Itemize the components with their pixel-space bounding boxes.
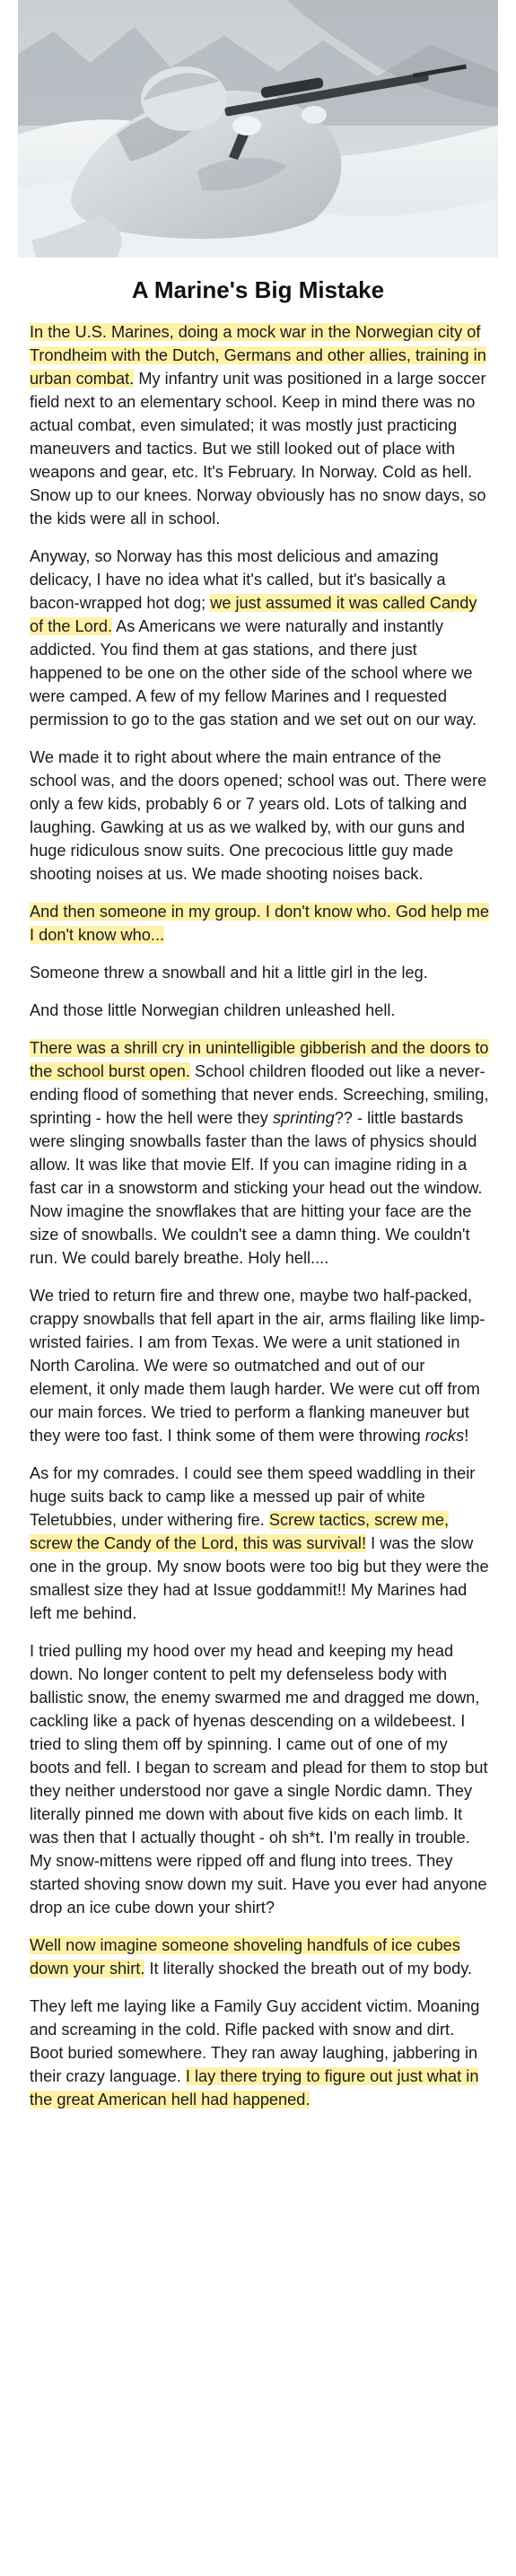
story-paragraph-4	[30, 900, 492, 947]
soldier-photo-illustration	[18, 0, 498, 258]
highlighted-text: Well now imagine someone shoveling handfuls of ice cubes down your shirt.	[30, 1936, 460, 1978]
highlighted-text: There was a shrill cry in unintelligible gibberish and the doors to the school burst open.	[30, 1039, 489, 1080]
highlighted-text: Screw tactics, screw me, screw the Candy of the Lord, this was survival!	[30, 1511, 450, 1552]
paragraph-text: As Americans we were naturally and instantly addicted. You find them at gas stations, and there just happened to be one on the other side of the school where we were camped. A few of my fellow Marines and I requested permission to go to the gas station and we set out on our way.	[30, 617, 477, 729]
story-paragraph-1	[30, 320, 492, 530]
story-paragraph-8	[30, 1284, 492, 1447]
story-paragraph-2	[30, 545, 492, 731]
highlighted-text: In the U.S. Marines, doing a mock war in the Norwegian city of Trondheim with the Dutch, Germans and other allies, training in urban combat.	[30, 323, 486, 388]
paragraph-text: School children flooded out like a never-ending flood of something that never ends. Screeching, smiling, sprinting - how the hell were they	[30, 1062, 489, 1127]
paragraph-text: ?? - little bastards were slinging snowballs faster than the laws of physics should allow. It was like that movie Elf. If you can imagine riding in a fast car in a snowstorm and sticking your head out the window. Now imagine the snowflakes that are hitting your face are the size of snowballs. We couldn't see a damn thing. We couldn't run. We could barely breathe. Holy hell....	[30, 1109, 483, 1267]
story-paragraph-6: And those little Norwegian children unleashed hell.	[30, 1001, 396, 1019]
story-paragraph-10: I tried pulling my hood over my head and keeping my head down. No longer content to pelt my defenseless body with ballistic snow, the enemy swarmed me and dragged me down, cackling like a pack of hyenas descending on a wildebeest. I tried to sling them off by spinning. I came out of one of my boots and fell. I began to scream and plead for them to stop but they neither understood nor gave a single Nordic damn. They literally pinned me down with about five kids on each limb. It was then that I actually thought - oh sh*t. I'm really in trouble. My snow-mittens were ripped off and flung into trees. They started shoving snow down my suit. Have you ever had anyone drop an ice cube down your shirt?	[30, 1642, 488, 1917]
paragraph-text: They left me laying like a Family Guy accident victim. Moaning and screaming in the cold. Rifle packed with snow and dirt. Boot buried somewhere. They ran away laughing, jabbering in their crazy language.	[30, 1997, 480, 2085]
story-paragraph-5: Someone threw a snowball and hit a little girl in the leg.	[30, 964, 428, 982]
story-paragraph-9	[30, 1462, 492, 1625]
winter-soldier-with-rifle-photo	[18, 0, 498, 258]
story-paragraph-7	[30, 1036, 492, 1270]
paragraph-text: My infantry unit was positioned in a large soccer field next to an elementary school. Keep in mind there was no actual combat, even simulated; it was mostly just practicing maneuvers and tactics. But we still looked out of place with weapons and gear, etc. It's February. In Norway. Cold as hell. Snow up to our knees. Norway obviously has no snow days, so the kids were all in school.	[30, 370, 486, 528]
paragraph-text: It literally shocked the breath out of my body.	[144, 1960, 473, 1978]
story-paragraph-11	[30, 1934, 492, 1980]
story-body	[0, 320, 516, 2111]
highlighted-text: And then someone in my group. I don't know who. God help me I don't know who...	[30, 903, 490, 944]
story-paragraph-12	[30, 1995, 492, 2111]
italic-text: sprinting	[272, 1109, 335, 1127]
highlighted-text: I lay there trying to figure out just what in the great American hell had happened.	[30, 2067, 479, 2109]
paragraph-text: We tried to return fire and threw one, maybe two half-packed, crappy snowballs that fell apart in the air, arms flailing like limp-wristed fairies. I am from Texas. We were a unit stationed in North Carolina. We were so outmatched and out of our element, it only made them laugh harder. We were cut off from our main forces. We tried to perform a flanking maneuver but they were too fast. I think some of them were throwing	[30, 1287, 485, 1445]
paragraph-text: Anyway, so Norway has this most delicious and amazing delicacy, I have no idea what it's called, but it's basically a bacon-wrapped hot dog;	[30, 547, 446, 612]
story-paragraph-3: We made it to right about where the main entrance of the school was, and the doors opened; school was out. There were only a few kids, probably 6 or 7 years old. Lots of talking and laughing. Gawking at us as we walked by, with our guns and huge ridiculous snow suits. One precocious little guy made shooting noises at us. We made shooting noises back.	[30, 748, 487, 883]
italic-text: rocks	[424, 1427, 465, 1445]
highlighted-text: we just assumed it was called Candy of the Lord.	[30, 594, 477, 635]
paragraph-text: As for my comrades. I could see them speed waddling in their huge suits back to camp like a messed up pair of white Teletubbies, under withering fire.	[30, 1464, 476, 1529]
paragraph-text: I was the slow one in the group. My snow boots were too big but they were the smallest size they had at Issue goddammit!! My Marines had left me behind.	[30, 1534, 489, 1622]
page-title: A Marine's Big Mistake	[131, 276, 385, 303]
paragraph-text: !	[464, 1427, 469, 1445]
